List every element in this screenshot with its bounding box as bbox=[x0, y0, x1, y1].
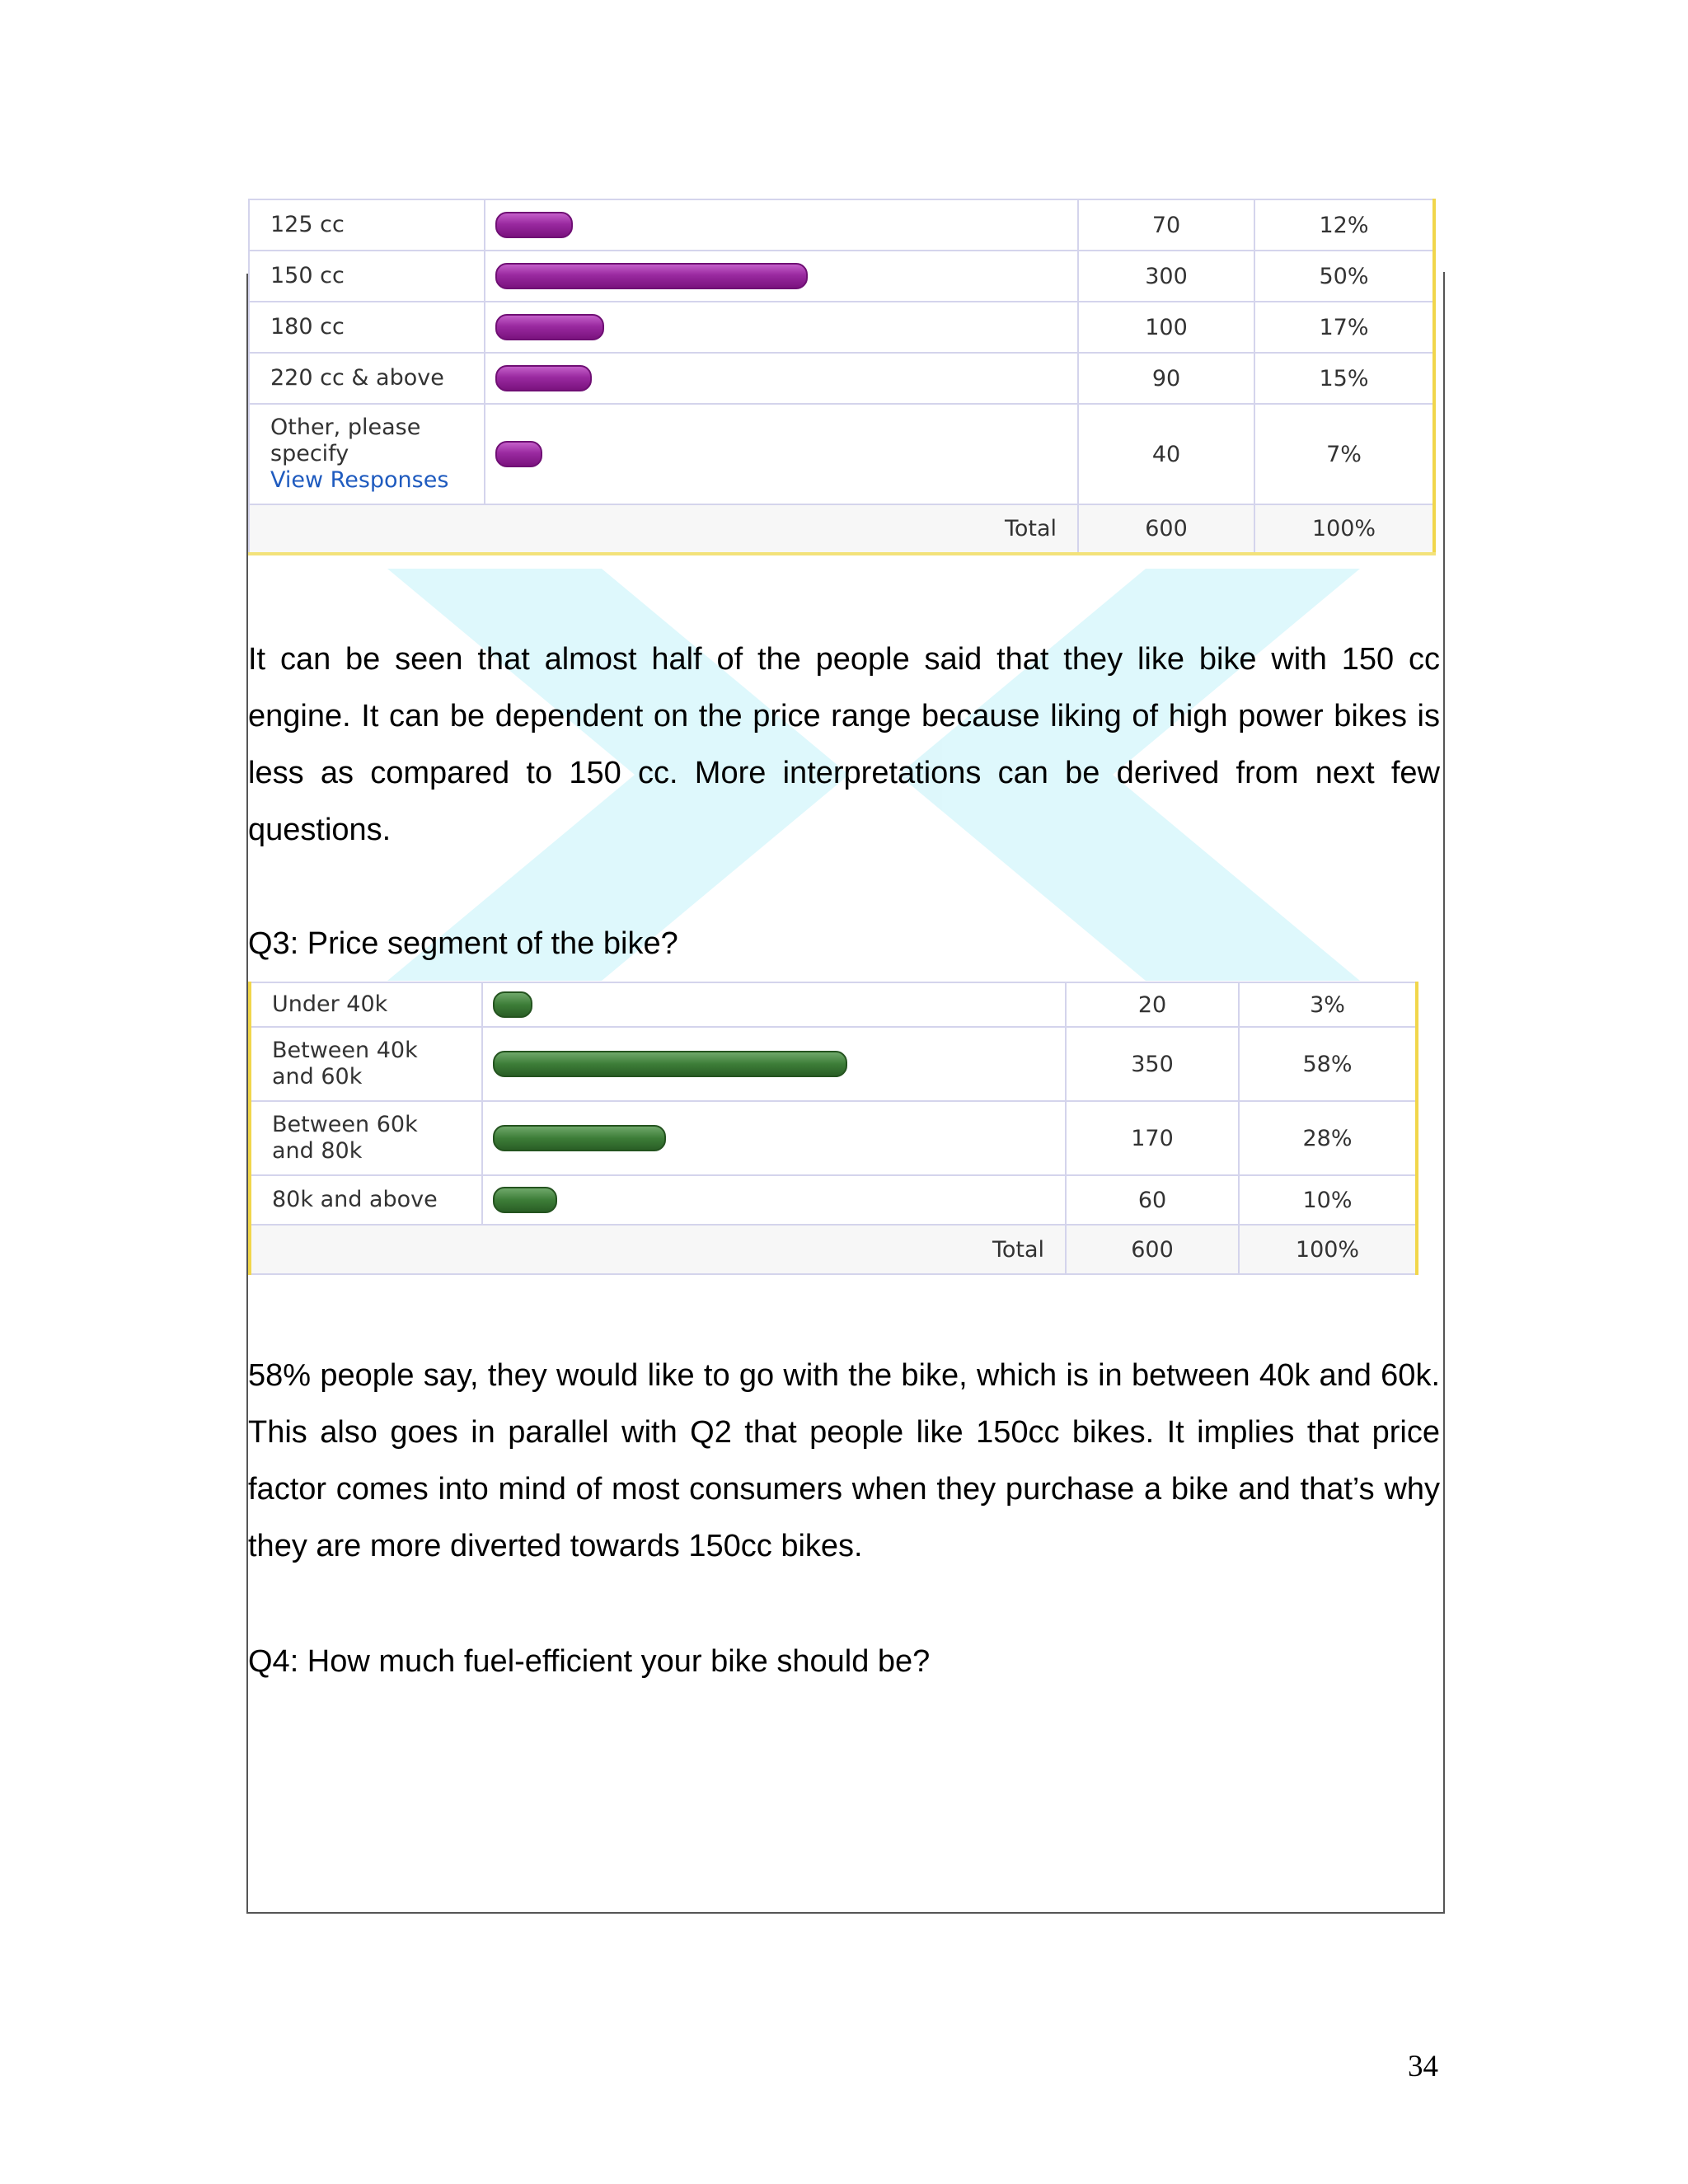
response-bar bbox=[493, 991, 532, 1018]
price-segment-table bbox=[248, 982, 1418, 1275]
response-percent: 17% bbox=[1254, 302, 1434, 353]
response-bar bbox=[495, 212, 573, 238]
q3-heading: Q3: Price segment of the bike? bbox=[248, 926, 678, 961]
answer-label: 125 cc bbox=[249, 199, 485, 251]
response-percent: 50% bbox=[1254, 251, 1434, 302]
response-bar bbox=[493, 1125, 666, 1151]
response-count: 300 bbox=[1078, 251, 1254, 302]
response-count: 20 bbox=[1066, 982, 1239, 1027]
table-row bbox=[250, 1101, 1417, 1175]
answer-label: 180 cc bbox=[249, 302, 485, 353]
q4-heading: Q4: How much fuel-efficient your bike should be? bbox=[248, 1644, 931, 1679]
response-percent: 28% bbox=[1239, 1101, 1417, 1175]
total-count: 600 bbox=[1066, 1225, 1239, 1274]
table-row bbox=[249, 251, 1434, 302]
response-bar bbox=[493, 1187, 557, 1213]
interpretation-paragraph-2: 58% people say, they would like to go with the bike, which is in between 40k and 60k. This also goes in parallel with Q2 that people like 150cc bikes. It implies that price factor comes into mind of most consumers when they purchase a bike and that’s why they are more diverted towards 150cc bikes. bbox=[248, 1358, 1440, 1563]
interpretation-paragraph-1: It can be seen that almost half of the people said that they like bike with 150 cc engine. It can be dependent on the price range because liking of high power bikes is less as compared to 150 cc. More interpretations can be derived from next few questions. bbox=[248, 642, 1440, 847]
table-row bbox=[249, 199, 1434, 251]
total-row bbox=[249, 504, 1434, 554]
response-bar bbox=[493, 1051, 847, 1077]
total-label: Total bbox=[250, 1225, 1066, 1274]
answer-label: Under 40k bbox=[250, 982, 482, 1027]
answer-label: Other, please specify bbox=[270, 415, 421, 466]
table-row bbox=[249, 353, 1434, 404]
response-count: 100 bbox=[1078, 302, 1254, 353]
response-count: 70 bbox=[1078, 199, 1254, 251]
response-bar bbox=[495, 441, 542, 467]
page-number: 34 bbox=[1408, 2050, 1438, 2083]
table-row bbox=[250, 1175, 1417, 1225]
response-percent: 58% bbox=[1239, 1027, 1417, 1101]
response-count: 350 bbox=[1066, 1027, 1239, 1101]
total-row bbox=[250, 1225, 1417, 1274]
total-count: 600 bbox=[1078, 504, 1254, 554]
answer-label: 220 cc & above bbox=[249, 353, 485, 404]
response-percent: 10% bbox=[1239, 1175, 1417, 1225]
answer-label: 80k and above bbox=[250, 1175, 482, 1225]
total-label: Total bbox=[249, 504, 1078, 554]
view-responses-link[interactable]: View Responses bbox=[270, 467, 449, 493]
response-count: 60 bbox=[1066, 1175, 1239, 1225]
table-row bbox=[249, 302, 1434, 353]
response-count: 40 bbox=[1078, 404, 1254, 504]
response-percent: 3% bbox=[1239, 982, 1417, 1027]
total-percent: 100% bbox=[1239, 1225, 1417, 1274]
response-bar bbox=[495, 263, 808, 289]
response-bar bbox=[495, 314, 604, 340]
response-percent: 7% bbox=[1254, 404, 1434, 504]
response-count: 170 bbox=[1066, 1101, 1239, 1175]
response-count: 90 bbox=[1078, 353, 1254, 404]
answer-label: Between 60k and 80k bbox=[272, 1112, 418, 1164]
response-percent: 15% bbox=[1254, 353, 1434, 404]
answer-label: Between 40k and 60k bbox=[272, 1038, 418, 1090]
response-bar bbox=[495, 365, 592, 391]
total-percent: 100% bbox=[1254, 504, 1434, 554]
engine-capacity-table bbox=[248, 199, 1436, 555]
table-row bbox=[250, 1027, 1417, 1101]
response-percent: 12% bbox=[1254, 199, 1434, 251]
answer-label: 150 cc bbox=[249, 251, 485, 302]
table-row bbox=[249, 404, 1434, 504]
table-row bbox=[250, 982, 1417, 1027]
